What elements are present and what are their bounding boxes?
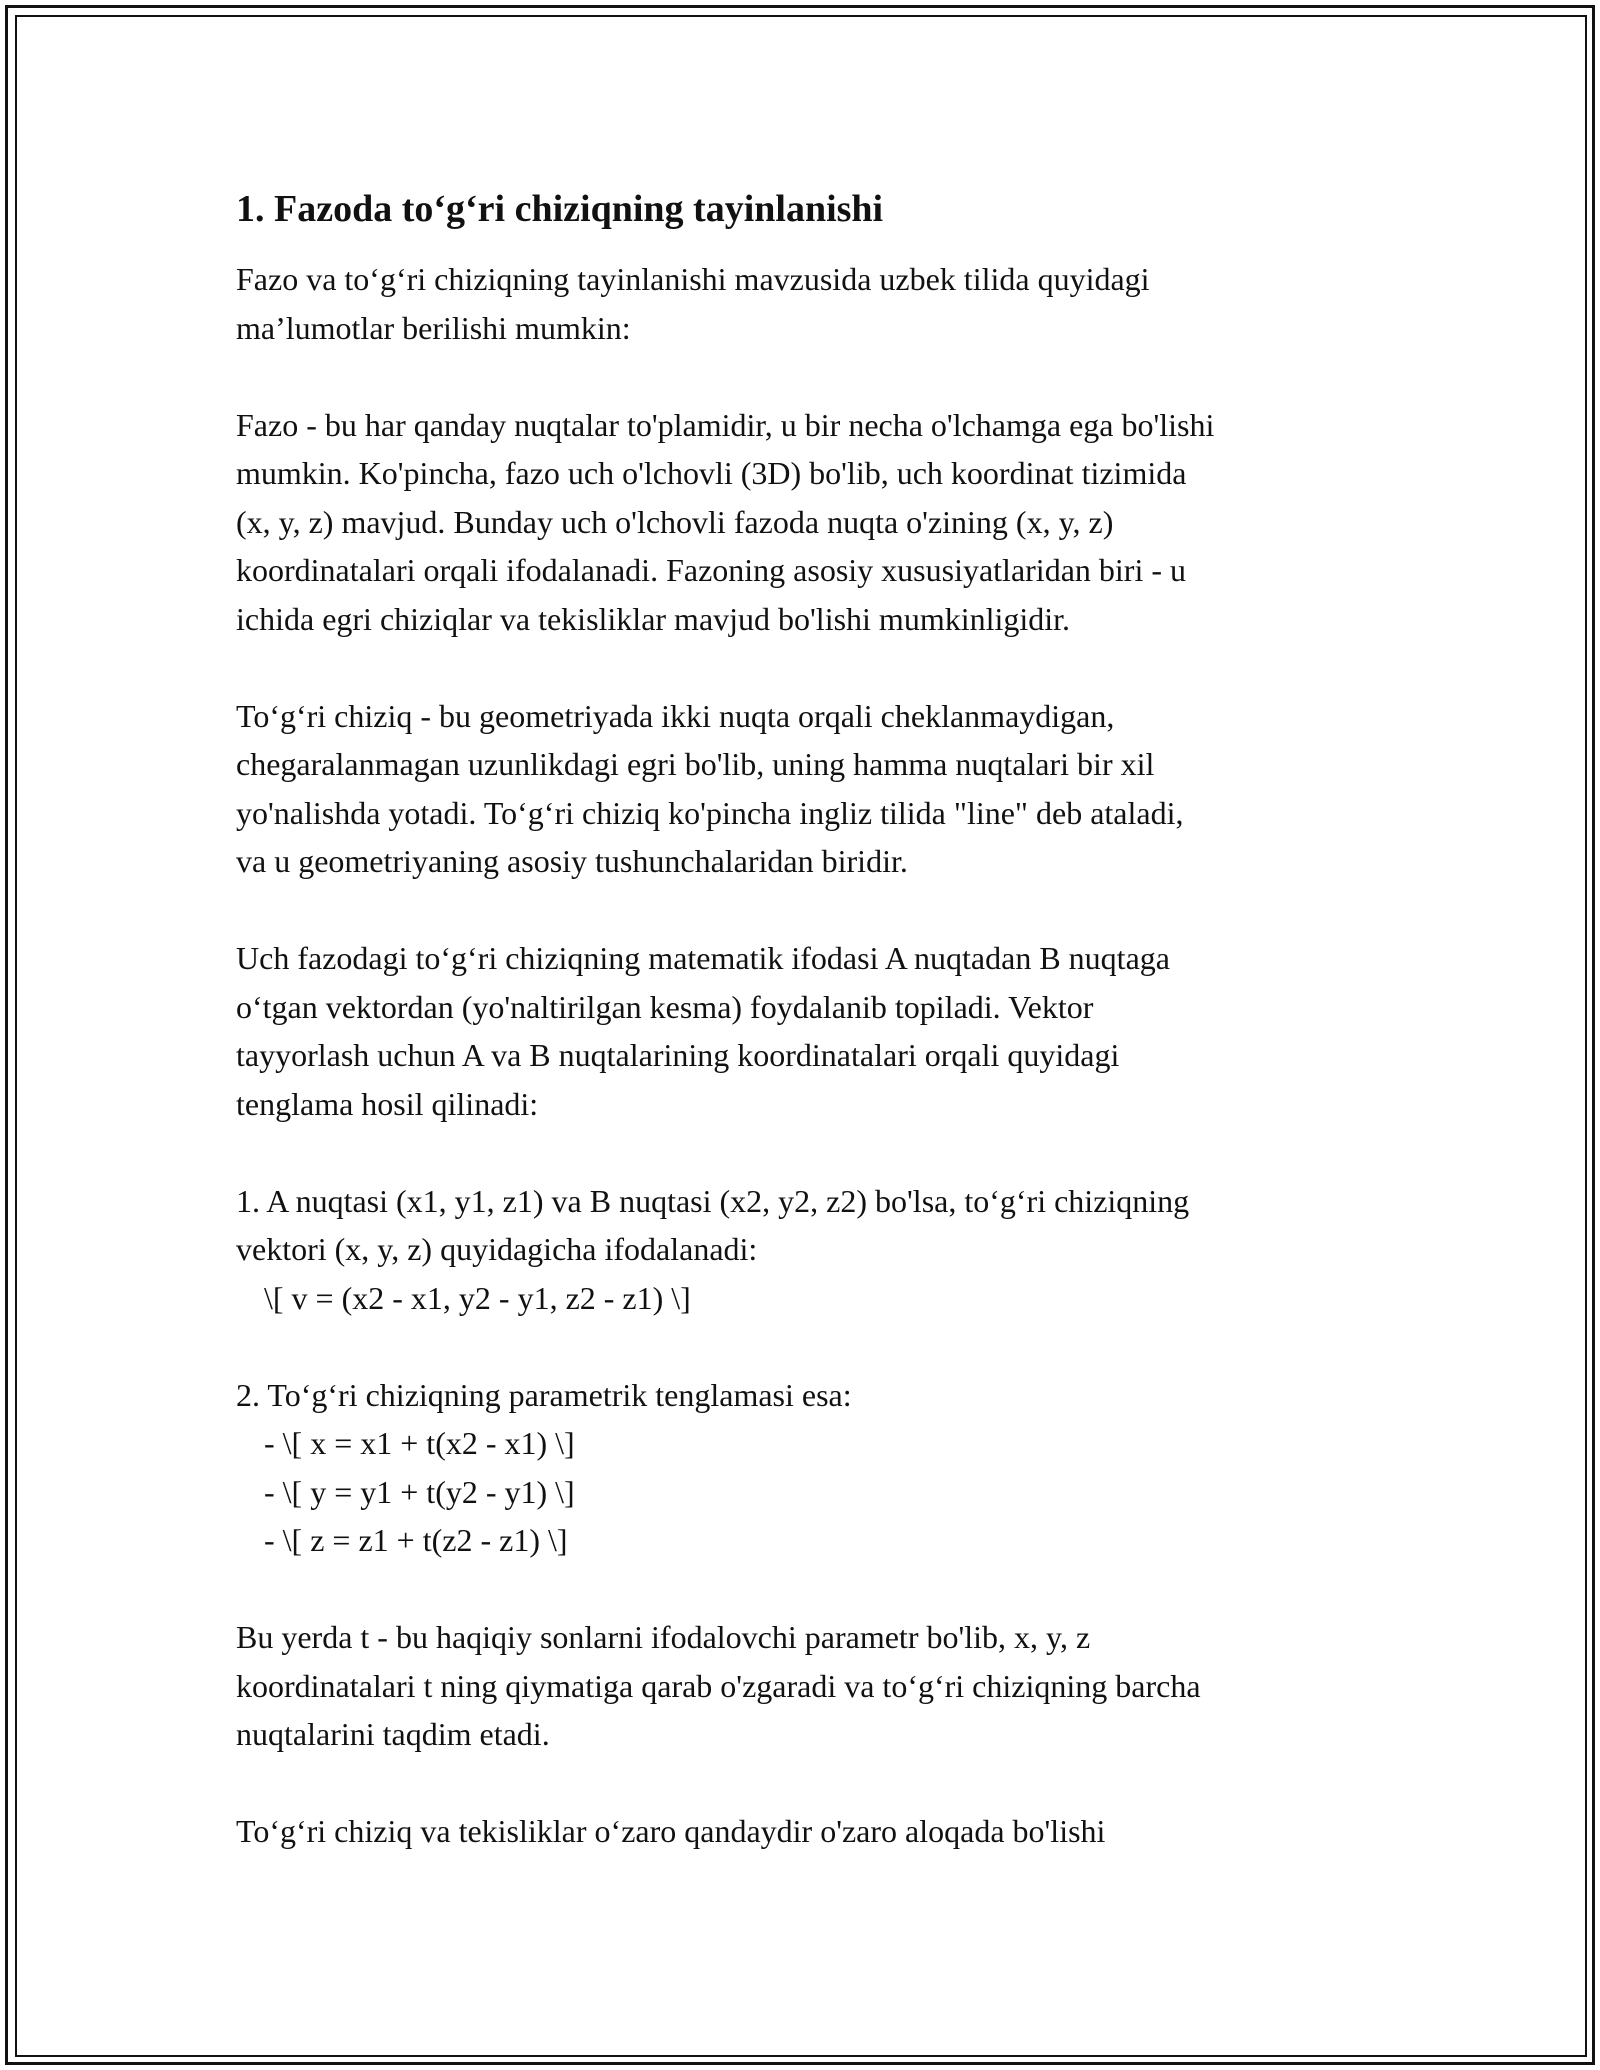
text-line: ichida egri chiziqlar va tekisliklar mavjud bo'lishi mumkinligidir. [236,600,1071,637]
text-line: tenglama hosil qilinadi: [236,1085,539,1122]
text-line: yo'nalishda yotadi. To‘g‘ri chiziq ko'pincha ingliz tilida "line" deb ataladi, [236,794,1184,831]
text-line: koordinatalari t ning qiymatiga qarab o'zgaradi va to‘g‘ri chiziqning barcha [236,1667,1201,1704]
section-heading: 1. Fazoda to‘g‘ri chiziqning tayinlanishi [236,188,884,230]
text-line: koordinatalari orqali ifodalanadi. Fazoning asosiy xususiyatlaridan biri - u [236,552,1186,588]
text-line: 1. A nuqtasi (x1, y1, z1) va B nuqtasi (x2, y2, z2) bo'lsa, to‘g‘ri chiziqning [236,1182,1190,1219]
text-line: To‘g‘ri chiziq va tekisliklar o‘zaro qandaydir o'zaro aloqada bo'lishi [236,1813,1106,1849]
text-line: o‘tgan vektordan (yo'naltirilgan kesma) foydalanib topiladi. Vektor [236,988,1094,1025]
text-line: Fazo - bu har qanday nuqtalar to'plamidir, u bir necha o'lchamga ega bo'lishi [236,406,1215,443]
paragraph-matematik [236,934,1376,1128]
text-line: tayyorlash uchun A va B nuqtalarining koordinatalari orqali quyidagi [236,1037,1120,1073]
text-line: nuqtalarini taqdim etadi. [236,1716,550,1752]
text-line: (x, y, z) mavjud. Bunday uch o'lchovli fazoda nuqta o'zining (x, y, z) [236,503,1114,540]
paragraph-fazo [236,401,1376,644]
paragraph-last [236,1807,1376,1856]
formula-line: - \[ z = z1 + t(z2 - z1) \] [264,1522,568,1558]
text-line: chegaralanmagan uzunlikdagi egri bo'lib, uning hamma nuqtalari bir xil [236,746,1155,782]
text-line: mumkin. Ko'pincha, fazo uch o'lchovli (3D) bo'lib, uch koordinat tizimida [236,455,1187,491]
text-line: Fazo va to‘g‘ri chiziqning tayinlanishi mavzusida uzbek tilida quyidagi [236,261,1150,297]
text-line: va u geometriyaning asosiy tushunchalaridan biridir. [236,843,908,879]
list-item-parametric [236,1371,1376,1565]
text-line: vektori (x, y, z) quyidagicha ifodalanadi: [236,1231,758,1267]
text-line: 2. To‘g‘ri chiziqning parametrik tenglamasi esa: [236,1376,852,1413]
document-body [236,185,1376,1904]
formula-line: \[ v = (x2 - x1, y2 - y1, z2 - z1) \] [264,1279,691,1316]
text-line: Bu yerda t - bu haqiqiy sonlarni ifodalovchi parametr bo'lib, x, y, z [236,1619,1091,1655]
list-item-vector [236,1177,1376,1323]
text-line: To‘g‘ri chiziq - bu geometriyada ikki nuqta orqali cheklanmaydigan, [236,697,1115,734]
paragraph-intro [236,255,1376,352]
paragraph-togri-chiziq [236,692,1376,886]
formula-line: - \[ y = y1 + t(y2 - y1) \] [264,1473,575,1510]
formula-line: - \[ x = x1 + t(x2 - x1) \] [264,1425,575,1461]
text-line: Uch fazodagi to‘g‘ri chiziqning matematik ifodasi A nuqtadan B nuqtaga [236,940,1170,976]
paragraph-parametr [236,1613,1376,1759]
text-line: ma’lumotlar berilishi mumkin: [236,309,631,346]
